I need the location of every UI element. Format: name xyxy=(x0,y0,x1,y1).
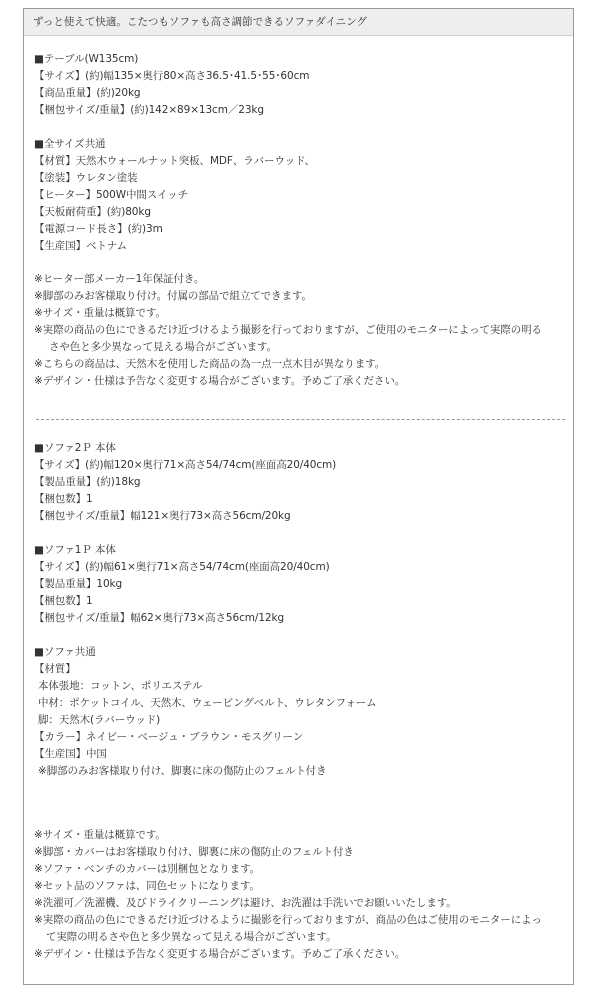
sofa-note: ※実際の商品の色にできるだけ近づけるように撮影を行っておりますが、商品の色はご使用のモニターによっ xyxy=(34,914,542,926)
panel-title: ずっと使えて快適。こたつもソファも高さ調節できるソファダイニング xyxy=(33,16,367,28)
sofa1p-count: 【梱包数】1 xyxy=(34,595,93,607)
table-size: 【サイズ】(約)幅135×奥行80×高さ36.5･41.5･55･60cm xyxy=(34,70,310,82)
sofa1p-title: ■ソファ1Ｐ 本体 xyxy=(34,544,116,556)
table-note: ※こちらの商品は、天然木を使用した商品の為一点一点木目が異なります。 xyxy=(34,358,386,370)
sofa-note: ※サイズ・重量は概算です。 xyxy=(34,829,166,841)
sofa-material-item: 脚：天然木(ラバーウッド) xyxy=(38,714,161,726)
sofa-note: ※洗濯可／洗濯機、及びドライクリーニングは避け、お洗濯は手洗いでお願いいたします。 xyxy=(34,897,457,909)
common-spec-title: ■全サイズ共通 xyxy=(34,138,106,150)
common-finish: 【塗装】ウレタン塗装 xyxy=(34,172,138,184)
sofa-material-item: 本体張地：コットン、ポリエステル xyxy=(38,680,203,692)
sofa-note: ※ソファ・ベンチのカバーは別梱包となります。 xyxy=(34,863,261,875)
sofa2p-section xyxy=(34,440,567,525)
sofa1p-section xyxy=(34,542,567,627)
common-load: 【天板耐荷重】(約)80kg xyxy=(34,206,151,218)
sofa-origin: 【生産国】中国 xyxy=(34,748,107,760)
sofa-notes-section xyxy=(34,827,567,963)
table-note: ※脚部のみお客様取り付け。付属の部品で組立てできます。 xyxy=(34,290,312,302)
table-note: ※実際の商品の色にできるだけ近づけるよう撮影を行っておりますが、ご使用のモニターによって実際の明る xyxy=(34,324,542,336)
common-cord: 【電源コード長さ】(約)3m xyxy=(34,223,163,235)
sofa-color: 【カラー】ネイビー・ベージュ・ブラウン・モスグリーン xyxy=(34,731,304,743)
common-origin: 【生産国】ベトナム xyxy=(34,240,128,252)
sofa2p-title: ■ソファ2Ｐ 本体 xyxy=(34,442,116,454)
table-notes-section xyxy=(34,271,567,390)
common-spec-section xyxy=(34,136,567,255)
sofa-common-title: ■ソファ共通 xyxy=(34,646,96,658)
sofa1p-package: 【梱包サイズ/重量】幅62×奥行73×高さ56cm/12kg xyxy=(34,612,285,624)
spec-panel xyxy=(23,8,574,985)
sofa-note: ※セット品のソファは、同色セットになります。 xyxy=(34,880,260,892)
sofa2p-package: 【梱包サイズ/重量】幅121×奥行73×高さ56cm/20kg xyxy=(34,510,291,522)
sofa-note: ※デザイン・仕様は予告なく変更する場合がございます。予めご了承ください。 xyxy=(34,948,406,960)
section-divider xyxy=(36,419,565,420)
table-note: ※サイズ・重量は概算です。 xyxy=(34,307,166,319)
sofa2p-count: 【梱包数】1 xyxy=(34,493,93,505)
table-note: ※ヒーター部メーカー1年保証付き。 xyxy=(34,273,205,285)
table-weight: 【商品重量】(約)20kg xyxy=(34,87,141,99)
sofa2p-size: 【サイズ】(約)幅120×奥行71×高さ54/74cm(座面高20/40cm) xyxy=(34,459,337,471)
table-note: ※デザイン・仕様は予告なく変更する場合がございます。予めご了承ください。 xyxy=(34,375,406,387)
sofa-note: ※脚部・カバーはお客様取り付け、脚裏に床の傷防止のフェルト付き xyxy=(34,846,354,858)
sofa-common-note: ※脚部のみお客様取り付け、脚裏に床の傷防止のフェルト付き xyxy=(38,765,327,777)
sofa-material-label: 【材質】 xyxy=(34,663,76,675)
common-heater: 【ヒーター】500W中間スイッチ xyxy=(34,189,188,201)
sofa-common-section xyxy=(34,644,567,780)
sofa1p-weight: 【製品重量】10kg xyxy=(34,578,123,590)
sofa-material-item: 中材：ポケットコイル、天然木、ウェービングベルト、ウレタンフォーム xyxy=(38,697,377,709)
table-note: さや色と多少異なって見える場合がございます。 xyxy=(49,341,277,353)
panel-header xyxy=(24,9,573,36)
sofa1p-size: 【サイズ】(約)幅61×奥行71×高さ54/74cm(座面高20/40cm) xyxy=(34,561,330,573)
common-material: 【材質】天然木ウォールナット突板、MDF、ラバーウッド、 xyxy=(34,155,315,167)
table-package: 【梱包サイズ/重量】(約)142×89×13cm／23kg xyxy=(34,104,264,116)
sofa2p-weight: 【製品重量】(約)18kg xyxy=(34,476,141,488)
sofa-note: て実際の明るさや色と多少異なって見える場合がございます。 xyxy=(46,931,337,943)
table-spec-section xyxy=(34,51,567,119)
table-spec-title: ■テーブル(W135cm) xyxy=(34,53,139,65)
